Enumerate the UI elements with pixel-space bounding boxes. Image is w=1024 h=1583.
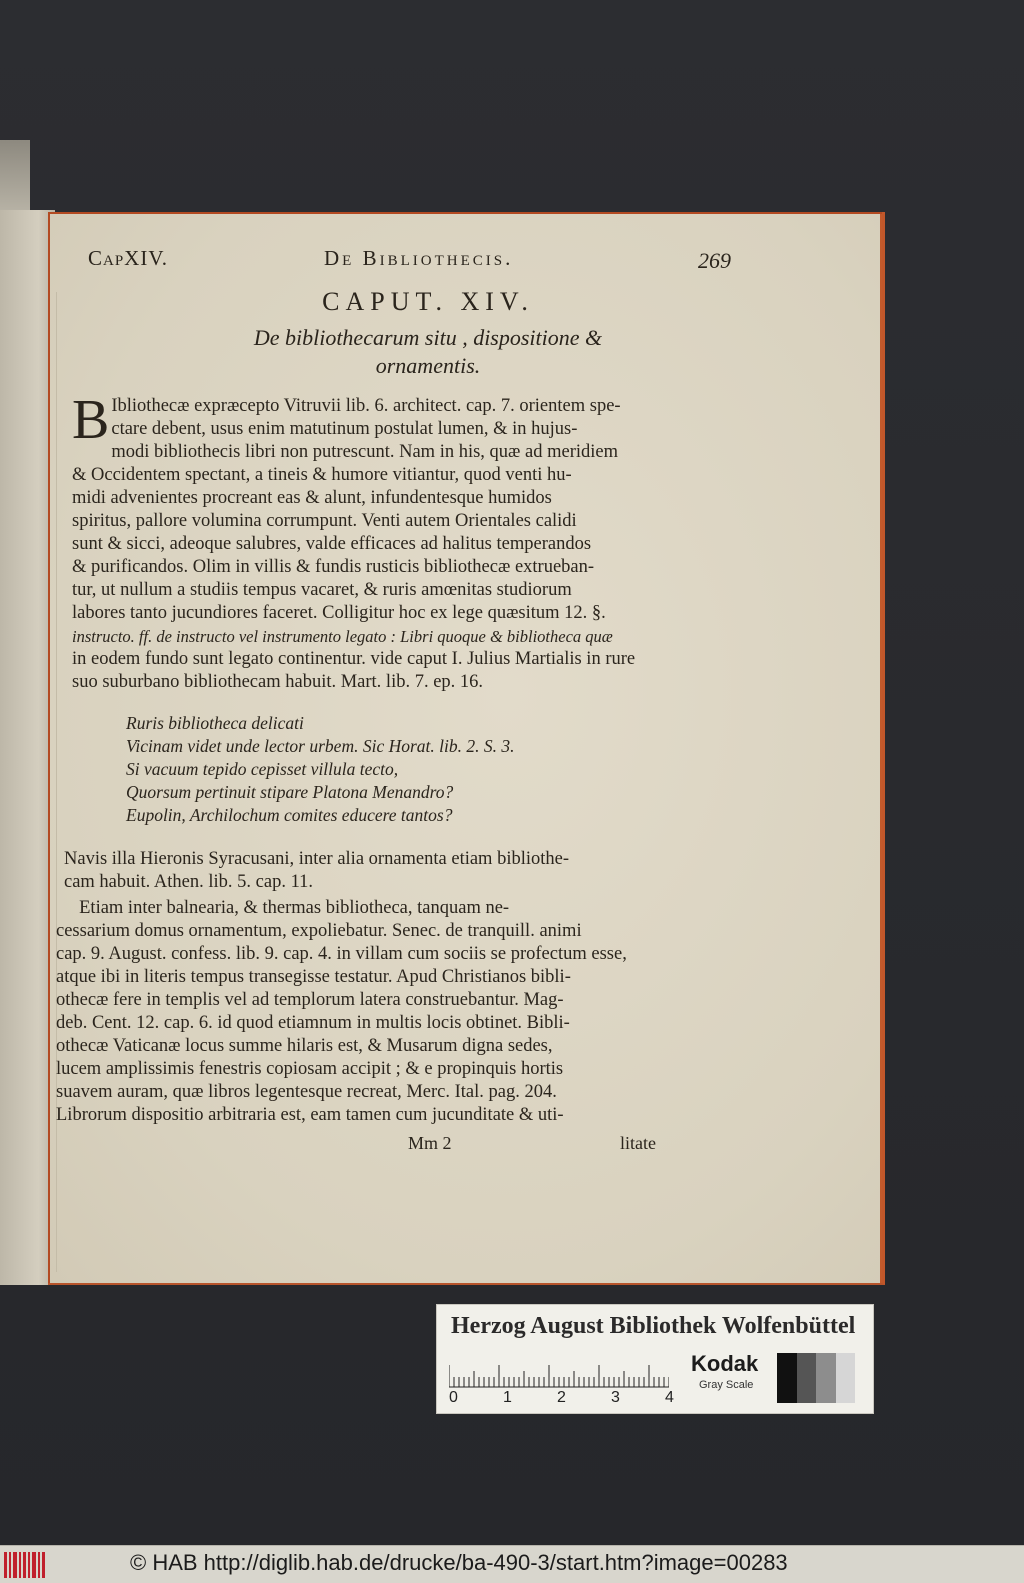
verse-line: Si vacuum tepido cepisset villula tecto,	[126, 759, 399, 779]
ruler-scale	[449, 1351, 669, 1391]
subtitle-line: De bibliothecarum situ , dispositione &	[253, 325, 603, 350]
signature-mark: Mm 2	[408, 1133, 452, 1153]
chapter-subtitle	[168, 324, 688, 380]
ruler-number: 3	[611, 1389, 620, 1406]
text-line: suavem auram, quæ libros legentesque recreat, Merc. Ital. pag. 204.	[56, 1082, 557, 1102]
gray-scale-patches	[777, 1353, 855, 1403]
previous-page-strip	[0, 210, 55, 1285]
text-line: spiritus, pallore volumina corrumpunt. Venti autem Orientales calidi	[72, 511, 577, 531]
verse-line: Eupolin, Archilochum comites educere tantos?	[126, 805, 453, 825]
text-line: & purificandos. Olim in villis & fundis rusticis bibliothecæ extrueban-	[72, 557, 595, 577]
viewer-footer	[0, 1545, 1024, 1583]
source-url-text[interactable]: © HAB http://diglib.hab.de/drucke/ba-490-3/start.htm?image=00283	[130, 1550, 788, 1575]
text-line: ctare debent, usus enim matutinum postulat lumen, & in hujus-	[111, 419, 578, 439]
text-line: modi bibliothecis libri non putrescunt. Nam in his, quæ ad meridiem	[111, 442, 618, 462]
text-line: cap. 9. August. confess. lib. 9. cap. 4. in villam cum sociis se profectum esse,	[56, 944, 627, 964]
text-line: tur, ut nullum a studiis tempus vacaret, & ruris amœnitas studiorum	[72, 580, 572, 600]
kodak-logo: Kodak	[691, 1351, 759, 1376]
catchword: litate	[620, 1133, 656, 1153]
verse-quotation	[126, 712, 626, 827]
text-line: othecæ fere in templis vel ad templorum latera construebantur. Mag-	[56, 990, 564, 1010]
verse-line: Quorsum pertinuit stipare Platona Menandro?	[126, 782, 454, 802]
text-line: Librorum dispositio arbitraria est, eam tamen cum jucunditate & uti-	[56, 1105, 564, 1125]
text-line: sunt & sicci, adeoque salubres, valde efficaces ad halitus temperandos	[72, 534, 592, 554]
text-line: othecæ Vaticanæ locus summe hilaris est, & Musarum digna sedes,	[56, 1036, 553, 1056]
color-reference-card	[436, 1304, 874, 1414]
verse-line: Vicinam videt unde lector urbem. Sic Horat. lib. 2. S. 3.	[126, 736, 515, 756]
text-line: midi advenientes procreant eas & alunt, infundentesque humidos	[72, 488, 552, 508]
barcode-icon	[4, 1552, 46, 1578]
text-line: atque ibi in literis tempus transegisse testatur. Apud Christianos bibli-	[56, 967, 571, 987]
running-head-chapter: CapXIV.	[88, 246, 169, 270]
text-line: lucem amplissimis fenestris copiosam accipit ; & e propinquis hortis	[56, 1059, 564, 1079]
gray-patch	[797, 1353, 817, 1403]
text-line: & Occidentem spectant, a tineis & humore vitiantur, quod venti hu-	[72, 465, 572, 485]
text-line: cam habuit. Athen. lib. 5. cap. 11.	[64, 872, 314, 892]
text-line: deb. Cent. 12. cap. 6. id quod etiamnum in multis locis obtinet. Bibli-	[56, 1013, 570, 1033]
chapter-title: CAPUT. XIV.	[322, 287, 534, 316]
gray-patch	[777, 1353, 797, 1403]
paragraph-2	[64, 848, 704, 894]
text-line: labores tanto jucundiores faceret. Colligitur hoc ex lege quæsitum 12. §.	[72, 603, 606, 623]
text-line: in eodem fundo sunt legato continentur. vide caput I. Julius Martialis in rure	[72, 649, 636, 669]
text-line: Ibliothecæ expræcepto Vitruvii lib. 6. architect. cap. 7. orientem spe-	[111, 396, 621, 416]
ruler-number: 0	[449, 1389, 458, 1406]
book-page	[48, 212, 885, 1285]
running-head	[88, 246, 748, 276]
paragraph-3	[56, 897, 696, 1153]
paragraph-1	[72, 389, 712, 694]
gray-patch	[816, 1353, 836, 1403]
library-name: Herzog August Bibliothek Wolfenbüttel	[451, 1313, 856, 1339]
ruler-number: 2	[557, 1389, 566, 1406]
ruler-number: 4	[665, 1389, 674, 1406]
running-head-title: De Bibliothecis.	[324, 246, 514, 270]
gray-patch	[836, 1353, 856, 1403]
kodak-subtitle: Gray Scale	[699, 1379, 754, 1391]
drop-cap: B	[72, 389, 110, 451]
page-number: 269	[698, 248, 731, 273]
subtitle-line: ornamentis.	[375, 353, 481, 378]
text-line: cessarium domus ornamentum, expoliebatur. Senec. de tranquill. animi	[56, 921, 582, 941]
previous-page-edge	[0, 140, 30, 215]
text-line: suo suburbano bibliothecam habuit. Mart. lib. 7. ep. 16.	[72, 672, 484, 692]
text-line: Etiam inter balnearia, & thermas bibliotheca, tanquam ne-	[56, 898, 510, 918]
ruler-number: 1	[503, 1389, 512, 1406]
text-line: instructo. ff. de instructo vel instrumento legato : Libri quoque & bibliotheca quæ	[72, 627, 613, 646]
text-line: Navis illa Hieronis Syracusani, inter alia ornamenta etiam bibliothe-	[64, 849, 570, 869]
verse-line: Ruris bibliotheca delicati	[126, 713, 304, 733]
